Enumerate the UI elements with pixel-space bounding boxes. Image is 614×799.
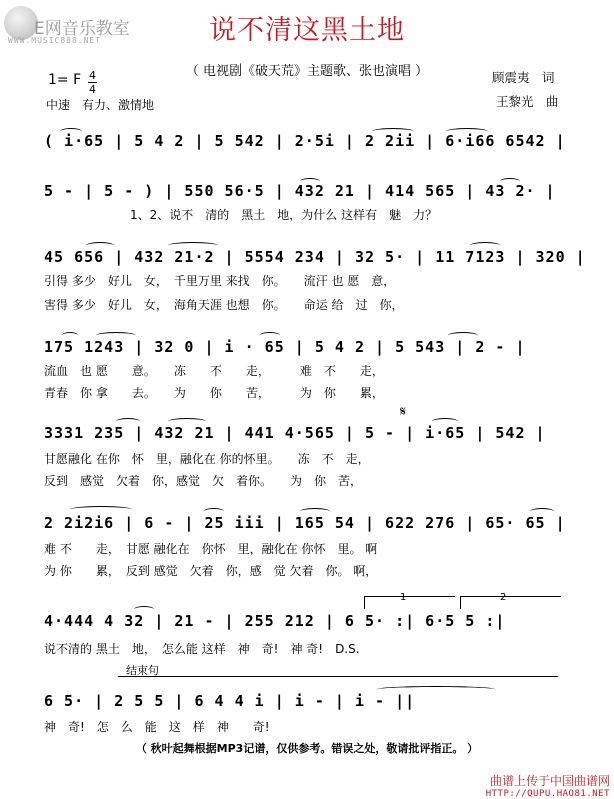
volta-2-label: 2 bbox=[500, 592, 507, 603]
notes-line-5: 3331 235 | 432 21 | 441 4·565 | 5 - | i·65 | 542 | bbox=[44, 424, 546, 442]
lyrics-line-6-verse-2: 为 你 累， 反到 感觉 欠着 你，感 觉 欠着 你。 啊， bbox=[44, 564, 378, 578]
lyrics-line-6-verse-1: 难 不 走， 甘愿 融化在 你怀 里，融化在 你怀 里。 啊 bbox=[44, 542, 378, 556]
notes-line-4: 175 1243 | 32 0 | i · 65 | 5 4 2 | 5 543 | 2 - | bbox=[44, 338, 526, 356]
score-line-7 bbox=[0, 600, 614, 636]
segno-sign: 𝄋 bbox=[400, 404, 407, 420]
time-signature bbox=[88, 70, 97, 95]
footnote: （ 秋叶起舞根据MP3记谱，仅供参考。错误之处，敬请批评指正。 ） bbox=[135, 742, 479, 755]
coda-bracket bbox=[118, 676, 558, 677]
song-title: 说不清这黑土地 bbox=[209, 15, 405, 46]
notes-line-2: 5 - | 5 - ) | 550 56·5 | 432 21 | 414 565 | 43 2· | bbox=[44, 182, 556, 200]
score-line-4 bbox=[0, 326, 614, 362]
upload-credit bbox=[486, 772, 610, 799]
composer-credit: 王黎光 曲 bbox=[496, 94, 559, 109]
score-line-8 bbox=[0, 680, 614, 716]
lyricist-credit: 顾震夷 词 bbox=[492, 70, 555, 85]
notation bbox=[0, 326, 614, 362]
key-signature: 1= F bbox=[48, 72, 82, 88]
lyrics-line-2-verse-1: 1、2、说不 清的 黑土 地，为什么 这样有 魅 力？ bbox=[130, 208, 438, 222]
score-line-3 bbox=[0, 236, 614, 272]
score-line-2 bbox=[0, 170, 614, 206]
song-subtitle: （ 电视剧《破天荒》主题歌、张也演唱 ） bbox=[185, 64, 429, 79]
coda-label: 结束句 bbox=[126, 664, 159, 677]
site-name: E网音乐教室 bbox=[34, 19, 130, 39]
notation bbox=[0, 680, 614, 716]
tempo-marking: 中速 有力、激情地 bbox=[46, 98, 155, 112]
notation bbox=[0, 412, 614, 448]
notes-line-8: 6 5· | 2 5 5 | 6 4 4 i | i - | i - || bbox=[44, 692, 416, 710]
time-signature-bottom: 4 bbox=[89, 83, 96, 96]
notes-line-3: 45 656 | 432 21·2 | 5554 234 | 32 5· | 11 7123 | 320 | bbox=[44, 248, 586, 266]
lyrics-line-5-verse-1: 甘愿融化 在你 怀 里，融化在 你的怀里。 冻 不 走， bbox=[44, 452, 370, 466]
lyrics-line-8: 神 奇! 怎 么 能 这 样 神 奇! bbox=[44, 720, 270, 734]
notes-line-1: ( i·65 | 5 4 2 | 5 542 | 2·5i | 2 2ii | 6·i66 6542 | bbox=[44, 132, 566, 150]
lyrics-line-4-verse-2: 青春 你 拿 去。 为 你 苦， 为 你 累， bbox=[44, 386, 384, 400]
lyrics-line-7: 说不清的 黑土 地， 怎么能 这样 神 奇! 神 奇! D.S. bbox=[44, 642, 360, 656]
lyrics-line-3-verse-2: 害得 多少 好儿 女， 海角天涯 也想 你。 命运 给 过 你， bbox=[44, 298, 404, 312]
upload-credit-url: HTTP://QUPU.HAO81.NET bbox=[485, 789, 610, 799]
notation bbox=[0, 600, 614, 636]
upload-credit-line-1: 曲谱上传于中国曲谱网 bbox=[489, 774, 610, 788]
volta-1-label: 1 bbox=[400, 592, 407, 603]
score-line-5 bbox=[0, 412, 614, 448]
notation bbox=[0, 120, 614, 156]
notes-line-6: 2 2i2i6 | 6 - | 25 iii | 165 54 | 622 276 | 65· 65 | bbox=[44, 514, 566, 532]
notation bbox=[0, 236, 614, 272]
lyrics-line-3-verse-1: 引得 多少 好儿 女， 千里万里 来找 你。 流汗 也 愿 意， bbox=[44, 274, 396, 288]
lyrics-line-4-verse-1: 流血 也 愿 意。 冻 不 走， 难 不 走， bbox=[44, 364, 384, 378]
score-line-1 bbox=[0, 120, 614, 156]
lyrics-line-5-verse-2: 反到 感觉 欠着 你，感觉 欠 着你。 为 你 苦， bbox=[44, 474, 363, 488]
notes-line-7: 4·444 4 32 | 21 - | 255 212 | 6 5· :| 6·5 5 :| bbox=[44, 612, 506, 630]
time-signature-top: 4 bbox=[89, 69, 96, 82]
notation bbox=[0, 170, 614, 206]
site-url: WWW.MUSIC888.NET bbox=[8, 36, 102, 45]
score-line-6 bbox=[0, 502, 614, 538]
